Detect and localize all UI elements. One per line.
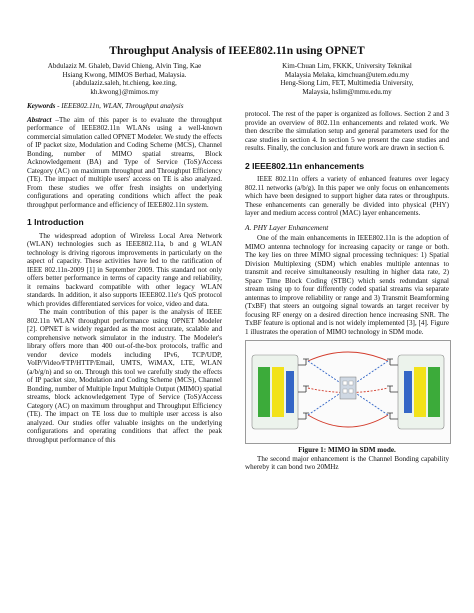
paragraph: The main contribution of this paper is the analysis of IEEE 802.11n WLAN throughput performance using OPNET Modeler [2]. OPNET is widely regarded as the most accurate, scalable and comprehensive network simulator in the industry. The Modeler's library offers more than 400 out-of-the-box protocols, traffic and vendor device models including IPv6, TCP/UDP, VoIP/Video/FTP/HTTP/Email, UMTS, WiMAX, LTE, WLAN (a/b/g/n) and so on. Through this tool we carefully study the effects of IP packet size, Modulation and Coding Scheme (MCS), Channel Bonding, number of Multiple Input Multiple Output (MIMO) spatial streams, block acknowledgement Type of Service (ToS)/Access Category (AC) on maximum throughput and Throughput Efficiency (TE). The impact on TE loss due to multiple user access is also analyzed. Our studies offer valuable insights on the underlying configurations and operating conditions that affect the peak throughput performance of this (27, 308, 222, 444)
transmitter-blue-block (286, 371, 294, 413)
keywords-label: Keywords (27, 102, 56, 110)
mimo-diagram-svg (246, 341, 450, 443)
authors-right (245, 62, 449, 96)
antenna-icon (298, 359, 309, 419)
author-line: {abdulaziz.saleh, ht.chieng, kee.ting, (72, 79, 177, 87)
authors-left (27, 62, 222, 96)
transmitter-green-block (258, 367, 270, 417)
author-line: Abdulaziz M. Ghaleb, David Chieng, Alvin Ting, Kae (47, 62, 202, 70)
receiver-blue-block (404, 371, 412, 413)
right-column (245, 62, 449, 472)
subsection-heading: A. PHY Layer Enhancement (245, 222, 329, 232)
paragraph: The widespread adoption of Wireless Local Area Network (WLAN) technologies such as IEEE802.11a, b and g WLAN technology is driving rigorous improvements in particularly on the aspect of capacity. These activities have led to the ratification of IEEE 802.11n-2009 [1] in September 2009. This standard not only offers better performance in terms of capacity range and reliability, it remains backward compatible with other legacy WLAN standards. In addition, it also supports IEEE802.11e's QoS protocol which provides differentiated services for voice, video and data. (27, 231, 222, 308)
keywords-text: - IEEE802.11n, WLAN, Throughput analysis (55, 102, 184, 110)
abstract (27, 116, 222, 210)
author-line: Hsiang Kwong, MIMOS Berhad, Malaysia. (62, 70, 187, 79)
paragraph: The second major enhancement is the Channel Bonding capability whereby it can bond two 20MHz (245, 454, 449, 471)
paper-title: Throughput Analysis of IEEE802.11n using OPNET (109, 45, 365, 57)
author-line: kh.kwong}@mimos.my (90, 87, 159, 96)
left-column (27, 62, 222, 444)
antenna-icon (387, 359, 398, 419)
section-heading: 1 Introduction (27, 217, 84, 227)
figure-1-mimo-diagram (245, 340, 451, 444)
transmitter-yellow-block (272, 367, 284, 417)
abstract-label: Abstract (27, 115, 52, 124)
paragraph: IEEE 802.11n offers a variety of enhanced features over legacy 802.11 networks (a/b/g). In this paper we only focus on enhancements which have been designed to support higher data rates or throughputs. These enhancements can generally be divided into physical (PHY) layer and medium access control (MAC) layer enhancements. (245, 175, 449, 217)
keywords (27, 102, 222, 111)
receiver-yellow-block (414, 367, 426, 417)
reflector-icon (340, 377, 356, 399)
author-line: Heng-Siong Lim, FET, Multimedia University, (280, 79, 414, 87)
receiver-green-block (428, 367, 440, 417)
author-line: Malaysia Melaka, kimchuan@utem.edu.my (284, 70, 410, 79)
figure-caption: Figure 1: MIMO in SDM mode. (298, 446, 396, 454)
author-line: Kim-Chuan Lim, FKKK, University Teknikal (282, 62, 412, 70)
paragraph: protocol. The rest of the paper is organized as follows. Section 2 and 3 provide an overview of 802.11n enhancements and related work. We then describe the simulation setup and general parameters used for the case studies in section 4. In section 5 we present the case studies and results. Finally, the conclusion and future work are drawn in section 6. (245, 110, 449, 152)
paragraph: One of the main enhancements in IEEE802.11n is the adoption of MIMO antenna technology for increasing capacity or range or both. The key lies on three MIMO signal processing techniques: 1) Spatial Division Multiplexing (SDM) which enables multiple antennas to transmit and receive simultaneously resulting in higher data rate, 2) Space Time Block Coding (STBC) which sends redundant signal stream using up to four differently coded spatial streams via separate antennas to improve reliability or range and 3) Transmit Beamforming (TxBF) that steers an outgoing signal towards an target receiver by focusing RF energy on a desired direction hence increasing SNR. The TxBF feature is optional and is not widely implemented [3], [4]. Figure 1 illustrates the operation of MIMO technology in SDM mode. (245, 234, 449, 336)
abstract-text: –The aim of this paper is to evaluate the throughput performance of IEEE802.11n WLANs using a well-known commercial simulation called OPNET Modeler. We study the effects of IP packet size, Modulation and Coding Scheme (MCS), Channel Bonding, number of MIMO spatial streams, Block Acknowledgement (BA) and Type of Service (ToS)/Access Category (AC) on maximum throughput and Throughput Efficiency (TE). The impact of multiple users' access on TE is also analyzed. From these studies we offer fresh insights on underlying configurations and operating conditions which affect the peak throughput performance and efficiency of IEEE802.11n system. (27, 115, 222, 209)
section-heading: 2 IEEE802.11n enhancements (245, 160, 365, 171)
author-line: Malaysia, hslim@mmu.edu.my (302, 87, 392, 96)
